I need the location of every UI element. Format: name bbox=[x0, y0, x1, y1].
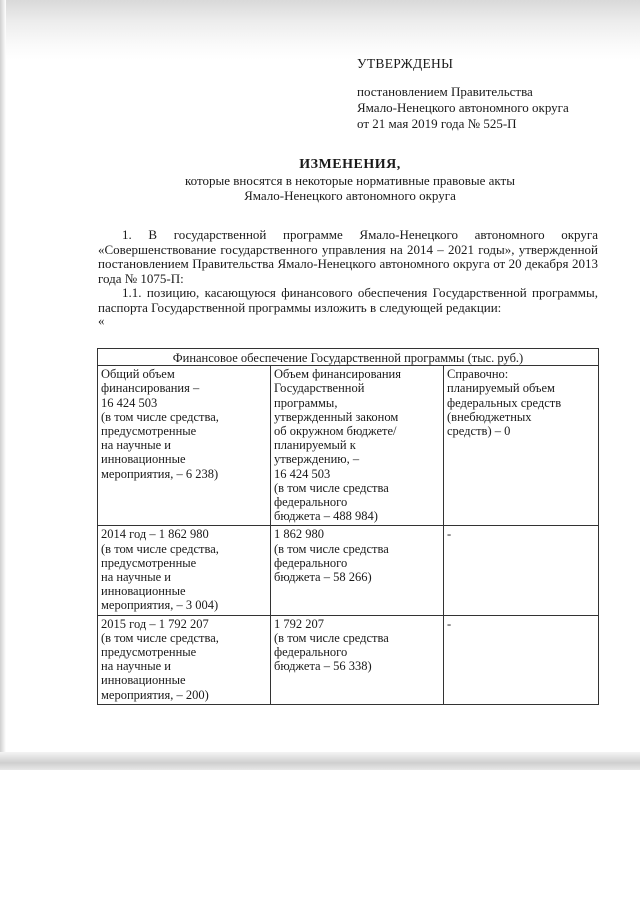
title-main: ИЗМЕНЕНИЯ, bbox=[299, 157, 401, 172]
cell-text: - bbox=[447, 527, 452, 542]
opening-quote-mark: « bbox=[98, 313, 105, 328]
title-line: которые вносятся в некоторые нормативные правовые акты bbox=[185, 173, 515, 188]
table-header-row bbox=[98, 349, 599, 366]
approval-line: Ямало-Ненецкого автономного округа bbox=[357, 100, 569, 115]
cell-text: - bbox=[447, 616, 452, 631]
cell-text: 1 862 980 (в том числе средства федерального бюджета – 58 266) bbox=[274, 527, 389, 585]
table-cell bbox=[271, 615, 444, 704]
approval-line: постановлением Правительства bbox=[357, 84, 533, 99]
title-line: Ямало-Ненецкого автономного округа bbox=[244, 188, 456, 203]
table-row bbox=[98, 615, 599, 704]
financing-table bbox=[97, 348, 599, 705]
cell-text: 2015 год – 1 792 207 (в том числе средства, предусмотренные на научные и инновационные мероприятия, – 200) bbox=[101, 616, 219, 702]
scan-shadow-top bbox=[0, 0, 640, 60]
approval-block bbox=[357, 56, 569, 132]
table-cell bbox=[444, 526, 599, 615]
document-body bbox=[98, 228, 598, 327]
table-cell bbox=[98, 366, 271, 526]
paragraph: 1. В государственной программе Ямало-Ненецкого автономного округа «Совершенствование государственного управления на 2014 – 2021 годы», утвержденной постановлением Правительства Ямало-Ненецкого автономного округа от 20 декабря 2013 года № 1075-П: bbox=[98, 227, 598, 286]
table-header: Финансовое обеспечение Государственной программы (тыс. руб.) bbox=[98, 349, 599, 366]
table-cell bbox=[271, 366, 444, 526]
table-cell bbox=[271, 526, 444, 615]
cell-text: 1 792 207 (в том числе средства федерального бюджета – 56 338) bbox=[274, 616, 389, 674]
paragraph: 1.1. позицию, касающуюся финансового обеспечения Государственной программы, паспорта Государственной программы изложить в следующей редакции: bbox=[98, 285, 598, 315]
document-title bbox=[100, 157, 600, 203]
table-cell bbox=[444, 615, 599, 704]
scan-shadow-bottom bbox=[0, 752, 640, 770]
approval-heading: УТВЕРЖДЕНЫ bbox=[357, 56, 454, 71]
table-cell bbox=[98, 526, 271, 615]
approval-line: от 21 мая 2019 года № 525-П bbox=[357, 116, 517, 131]
cell-text: 2014 год – 1 862 980 (в том числе средства, предусмотренные на научные и инновационные мероприятия, – 3 004) bbox=[101, 527, 219, 613]
table-row bbox=[98, 366, 599, 526]
table-row bbox=[98, 526, 599, 615]
cell-text: Справочно: планируемый объем федеральных средств (внебюджетных средств) – 0 bbox=[447, 367, 562, 439]
table-cell bbox=[98, 615, 271, 704]
table-cell bbox=[444, 366, 599, 526]
scan-shadow-left bbox=[0, 0, 6, 770]
cell-text: Общий объем финансирования – 16 424 503 (в том числе средства, предусмотренные на научные и инновационные мероприятия, – 6 238) bbox=[101, 367, 219, 481]
cell-text: Объем финансирования Государственной программы, утвержденный законом об окружном бюджете/ планируемый к утверждению, – 16 424 503 (в том числе средства федерального бюджета – 488 984) bbox=[274, 367, 401, 524]
